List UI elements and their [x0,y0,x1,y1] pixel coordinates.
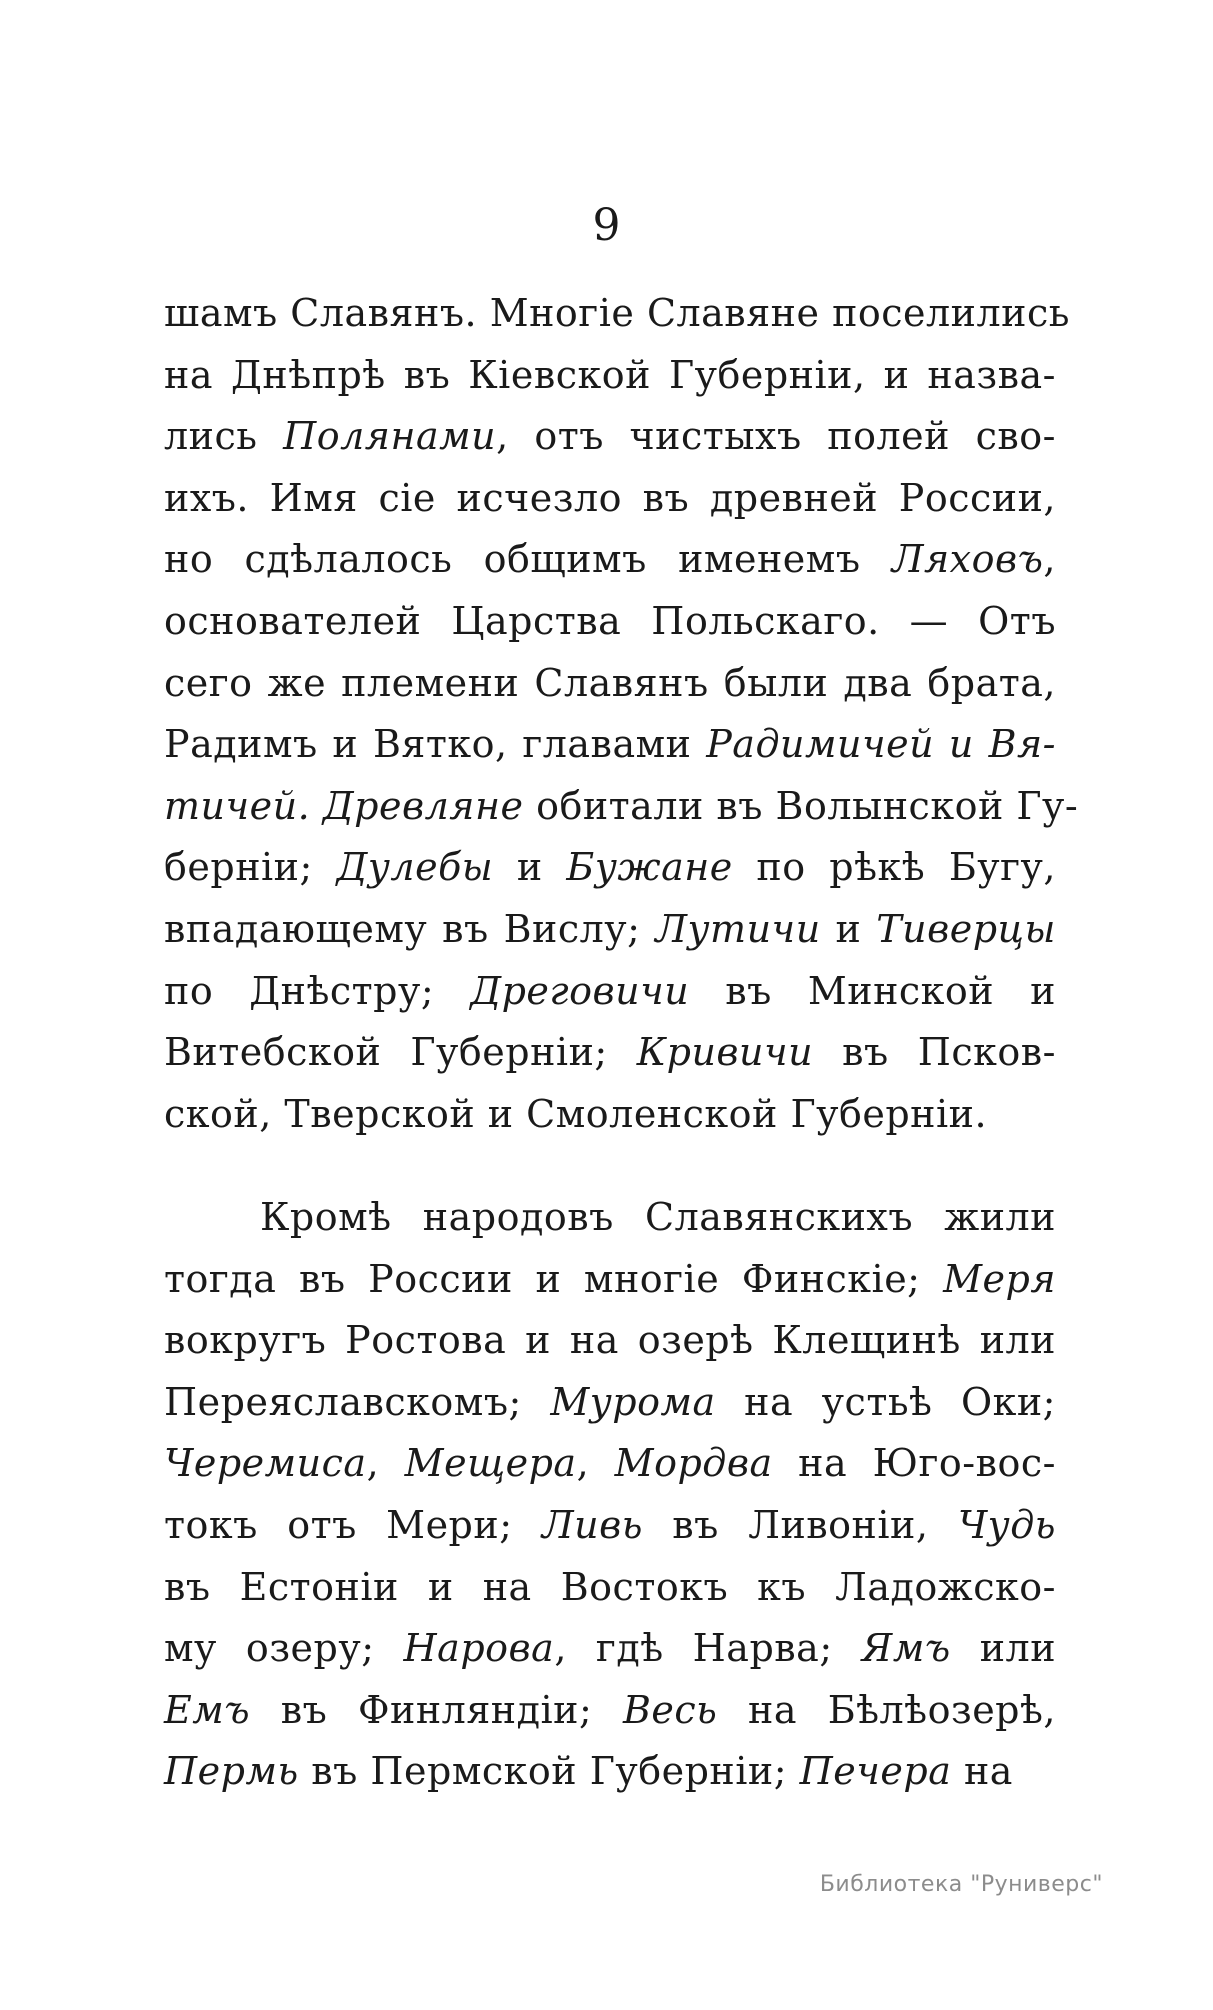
text-line [164,775,1079,837]
text-span: , [576,1441,615,1486]
text-span: или [950,1626,1057,1671]
text-span [310,784,323,828]
italic-term: Пермь [164,1749,299,1794]
text-span: по рѣкѣ Бугу, [732,845,1056,890]
italic-term: Весь [622,1687,718,1732]
italic-term: Бужане [566,845,733,890]
text-span: и [820,907,877,951]
italic-term: Кривичи [636,1030,814,1075]
text-line [260,1186,1056,1248]
italic-term: Мордва [614,1441,773,1486]
text-line [164,1556,1056,1618]
text-span: , [1043,537,1056,582]
watermark: Библиотека "Руниверс" [819,1872,1103,1897]
text-line [164,467,1056,529]
text-span: и [493,845,567,890]
italic-term: Ляховъ [891,537,1044,582]
text-line [164,652,1056,714]
text-span: на Днѣпрѣ въ Кiевской Губернiи, и назва- [164,352,1056,397]
italic-term: Чудь [957,1503,1056,1547]
italic-term: и Вя- [948,722,1056,767]
text-span: основателей Царства Польскаго. — Отъ [164,599,1056,643]
page-number: 9 [592,200,621,251]
text-span: , гдѣ Нарва; [554,1626,862,1671]
text-span: на Бѣлѣозерѣ, [717,1687,1057,1732]
text-line [164,1432,1056,1494]
text-line [164,590,1056,652]
text-span: въ Пермской Губернiи; [298,1749,800,1794]
text-span: токъ отъ Мери; [164,1503,542,1547]
text-span: сего же племени Славянъ были два брата, [164,660,1056,705]
text-span: въ Финляндiи; [250,1687,623,1732]
italic-term: Древляне [322,783,524,828]
text-span: тогда въ России и многie Финскie; [164,1256,944,1301]
text-line [164,282,1070,344]
text-line [164,836,1056,898]
text-span: Кромѣ народовъ Славянскихъ жили [260,1195,1056,1239]
italic-term: Печера [799,1749,952,1794]
italic-term: Лутичи [655,907,821,951]
text-span: му озеру; [164,1626,404,1671]
text-line [164,528,1056,590]
italic-term: Черемиса [164,1441,367,1486]
text-span: въ Естонiи и на Востокъ къ Ладожско- [164,1564,1056,1609]
text-span: лись [164,414,284,459]
text-span: бернiи; [164,845,337,890]
text-line [164,1083,1056,1145]
text-span: на устьѣ Оки; [715,1379,1056,1424]
text-span: ской, Тверской и Смоленской Губернiи. [164,1091,988,1136]
text-line [164,1309,1056,1371]
italic-term: Меря [943,1256,1056,1301]
italic-term: Ливь [541,1503,643,1547]
italic-term: Емъ [164,1687,251,1732]
text-span: въ Псков- [813,1030,1057,1075]
text-span: на Юго-вос- [772,1441,1056,1486]
text-span: на [951,1749,1013,1794]
text-line [164,405,1056,467]
italic-term: Нарова [403,1626,555,1671]
italic-term: Ямъ [861,1626,951,1671]
text-span: , [366,1441,405,1486]
text-span: ихъ. Имя сie исчезло въ древней России, [164,475,1056,520]
italic-term: Тиверцы [876,907,1056,951]
text-line [164,1494,1056,1556]
text-line [164,713,1056,775]
text-line [164,1248,1056,1310]
text-span: въ Ливонiи, [642,1503,958,1547]
text-span: Витебской Губернiи; [164,1030,637,1075]
text-line [164,1679,1056,1741]
text-span [934,722,949,766]
text-line [164,1021,1056,1083]
italic-term: Радимичей [706,722,935,767]
text-span: впадающему въ Вислу; [164,907,656,951]
text-line [164,960,1056,1022]
text-line [164,1740,1056,1802]
text-line [164,898,1056,960]
text-span: обитали въ Волынской Гу- [523,783,1079,828]
italic-term: Дреговичи [470,968,690,1013]
text-span: Радимъ и Вятко, главами [164,722,707,767]
italic-term: Мещера [404,1441,577,1486]
italic-term: Полянами [283,414,497,459]
text-line [164,1371,1056,1433]
text-span: но сдѣлалось общимъ именемъ [164,537,892,582]
text-span: по Днѣстру; [164,968,471,1013]
italic-term: Дулебы [336,845,494,890]
text-span: , отъ чистыхъ полей сво- [496,414,1056,459]
text-span: вокругъ Ростова и на озерѣ Клещинѣ или [164,1318,1056,1363]
text-line [164,344,1056,406]
text-span: въ Минской и [689,968,1056,1013]
italic-term: Мурома [550,1379,716,1424]
text-span: Переяславскомъ; [164,1379,551,1424]
text-span: шамъ Славянъ. Многie Славяне поселились [164,291,1070,335]
italic-term: тичей. [164,783,311,828]
text-line [164,1617,1056,1679]
